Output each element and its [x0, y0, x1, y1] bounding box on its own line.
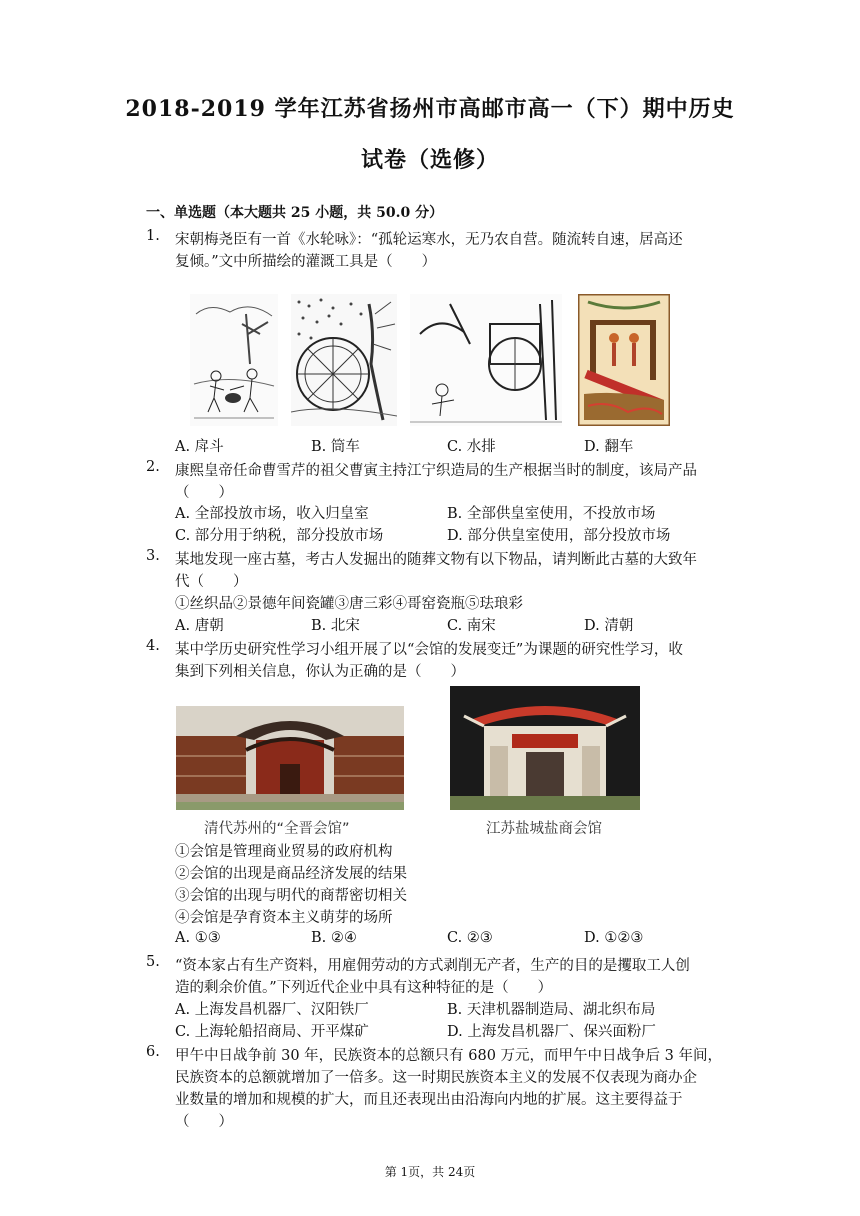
question-5-option-a[interactable]: A. 上海发昌机器厂、汉阳铁厂 — [175, 1002, 369, 1018]
image-yancheng-salt-merchant-hall — [450, 686, 640, 810]
question-4-option-a[interactable]: A. ①③ — [175, 930, 221, 946]
question-3-option-b[interactable]: B. 北宋 — [311, 618, 360, 634]
question-2-text-line2: （ ） — [175, 485, 233, 501]
question-number-2: 2. — [146, 459, 160, 475]
question-5-text-line1: “资本家占有生产资料，用雇佣劳动的方式剥削无产者，生产的目的是攫取工人创 — [175, 958, 690, 974]
question-6-text-line4: （ ） — [175, 1114, 233, 1130]
question-3-option-d[interactable]: D. 清朝 — [584, 618, 634, 634]
question-1-text-line1: 宋朝梅尧臣有一首《水轮咏》：“孤轮运寒水，无乃农自营。随流转自速，居高还 — [175, 232, 683, 248]
question-number-4: 4. — [146, 638, 160, 654]
question-number-1: 1. — [146, 228, 160, 244]
question-1-option-a[interactable]: A. 戽斗 — [175, 439, 224, 455]
question-3-option-c[interactable]: C. 南宋 — [447, 618, 496, 634]
question-1-text-line2: 复倾。”文中所描绘的灌溉工具是（ ） — [175, 254, 437, 270]
image-caption-right: 江苏盐城盐商会馆 — [486, 821, 602, 837]
image-shuipai-illustration — [410, 294, 562, 426]
question-2-option-c[interactable]: C. 部分用于纳税，部分投放市场 — [175, 528, 384, 544]
page-title-line1: 2018-2019 学年江苏省扬州市高邮市高一（下）期中历史 — [125, 96, 735, 122]
question-number-5: 5. — [146, 954, 160, 970]
question-4-text-line2: 集到下列相关信息，你认为正确的是（ ） — [175, 664, 465, 680]
question-4-option-d[interactable]: D. ①②③ — [584, 930, 644, 946]
image-quanjin-guild-hall — [176, 706, 404, 810]
question-6-text-line1: 甲午中日战争前 30 年，民族资本的总额只有 680 万元，而甲午中日战争后 3 年间， — [175, 1048, 723, 1064]
question-3-text-line3: ①丝织品②景德年间瓷罐③唐三彩④哥窑瓷瓶⑤珐琅彩 — [175, 596, 523, 612]
question-4-text-line1: 某中学历史研究性学习小组开展了以“会馆的发展变迁”为课题的研究性学习，收 — [175, 642, 683, 658]
question-5-option-d[interactable]: D. 上海发昌机器厂、保兴面粉厂 — [447, 1024, 656, 1040]
question-1-option-b[interactable]: B. 筒车 — [311, 439, 360, 455]
question-6-text-line3: 业数量的增加和规模的扩大，而且还表现出由沿海向内地的扩展。这主要得益于 — [175, 1092, 683, 1108]
question-3-option-a[interactable]: A. 唐朝 — [175, 618, 224, 634]
question-6-text-line2: 民族资本的总额就增加了一倍多。这一时期民族资本主义的发展不仅表现为商办企 — [175, 1070, 697, 1086]
question-3-text-line2: 代（ ） — [175, 574, 248, 590]
image-caption-left: 清代苏州的“全晋会馆” — [204, 821, 350, 837]
question-number-6: 6. — [146, 1044, 160, 1060]
question-5-option-c[interactable]: C. 上海轮船招商局、开平煤矿 — [175, 1024, 369, 1040]
image-fanche-illustration — [578, 294, 670, 426]
image-doudou-illustration — [190, 294, 278, 426]
question-2-option-b[interactable]: B. 全部供皇室使用，不投放市场 — [447, 506, 656, 522]
question-4-option-c[interactable]: C. ②③ — [447, 930, 493, 946]
question-4-option-b[interactable]: B. ②④ — [311, 930, 357, 946]
question-1-option-c[interactable]: C. 水排 — [447, 439, 496, 455]
question-4-statement-4: ④会馆是孕育资本主义萌芽的场所 — [175, 910, 393, 926]
page-footer: 第 1页，共 24页 — [384, 1165, 476, 1179]
question-2-text-line1: 康熙皇帝任命曹雪芹的祖父曹寅主持江宁织造局的生产根据当时的制度，该局产品 — [175, 463, 697, 479]
question-4-statement-1: ①会馆是管理商业贸易的政府机构 — [175, 844, 393, 860]
question-2-option-a[interactable]: A. 全部投放市场，收入归皇室 — [175, 506, 369, 522]
question-4-statement-3: ③会馆的出现与明代的商帮密切相关 — [175, 888, 407, 904]
question-3-text-line1: 某地发现一座古墓，考古人发掘出的随葬文物有以下物品，请判断此古墓的大致年 — [175, 552, 697, 568]
image-tongche-illustration — [291, 294, 397, 426]
question-2-option-d[interactable]: D. 部分供皇室使用，部分投放市场 — [447, 528, 671, 544]
question-number-3: 3. — [146, 548, 160, 564]
question-4-statement-2: ②会馆的出现是商品经济发展的结果 — [175, 866, 407, 882]
question-5-option-b[interactable]: B. 天津机器制造局、湖北织布局 — [447, 1002, 656, 1018]
question-5-text-line2: 造的剩余价值。”下列近代企业中具有这种特征的是（ ） — [175, 980, 553, 996]
question-1-option-d[interactable]: D. 翻车 — [584, 439, 634, 455]
section-heading: 一、单选题（本大题共 25 小题，共 50.0 分） — [146, 205, 444, 221]
page-title-line2: 试卷（选修） — [360, 147, 499, 173]
